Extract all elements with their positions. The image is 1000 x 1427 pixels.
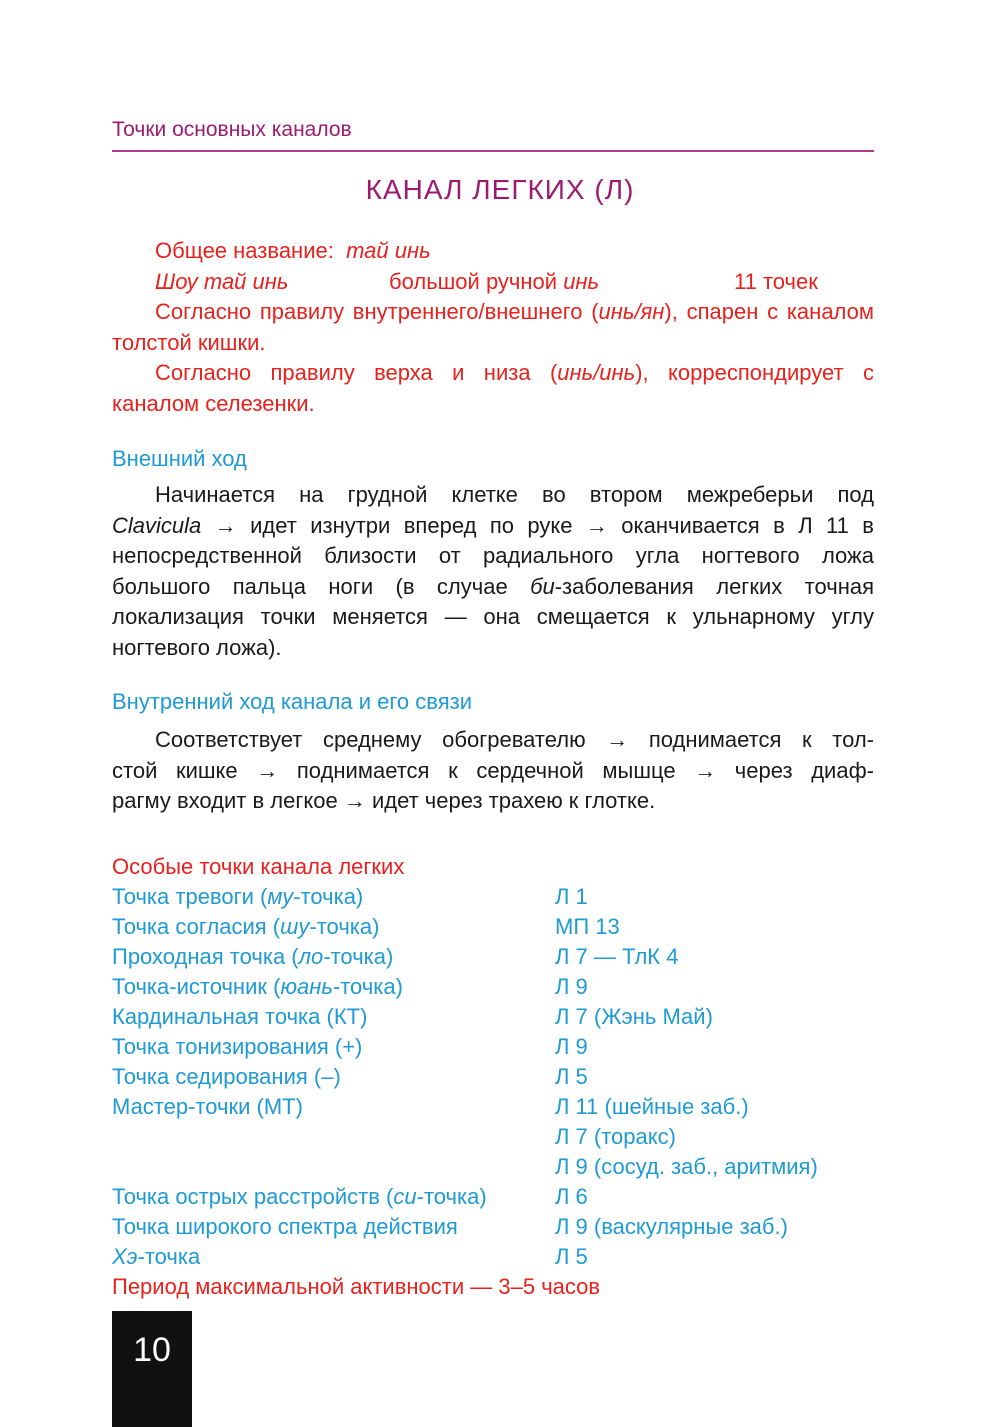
special-point-row [112, 882, 892, 912]
page-number: 10 [112, 1311, 192, 1427]
special-point-value: Л 9 (васкулярные заб.) [555, 1214, 788, 1239]
internal-course-text: Соответствует среднему обогревателю → поднимается к тол- стой кишке → поднимается к сердечной мышце → через диаф- рагму входит в легкое → идет через трахею к глотке. [112, 727, 874, 813]
max-activity-period: Период максимальной активности — 3–5 часов [112, 1274, 601, 1299]
special-point-name: Точка острых расстройств (си-точка) [112, 1184, 487, 1209]
special-point-value: Л 7 — ТлК 4 [555, 944, 679, 969]
special-point-name: Точка тонизирования (+) [112, 1034, 363, 1059]
special-point-row [112, 1242, 892, 1272]
special-point-row [112, 1092, 892, 1122]
special-point-row [112, 1032, 892, 1062]
common-name-value: тай инь [346, 238, 431, 263]
special-points-heading: Особые точки канала легких [112, 854, 405, 879]
special-point-name: Точка тревоги (му-точка) [112, 884, 364, 909]
general-info [112, 236, 874, 419]
special-point-value: Л 7 (торакс) [555, 1124, 676, 1149]
special-point-name: Точка широкого спектра действия [112, 1214, 458, 1239]
special-point-name: Хэ-точка [112, 1244, 201, 1269]
special-point-row [112, 1212, 892, 1242]
special-point-row [112, 1152, 892, 1182]
shou-line [112, 267, 874, 298]
special-point-value: Л 11 (шейные заб.) [555, 1094, 749, 1119]
special-point-row [112, 942, 892, 972]
special-point-row [112, 912, 892, 942]
special-point-value: Л 7 (Жэнь Май) [555, 1004, 713, 1029]
special-point-value: Л 9 [555, 1034, 588, 1059]
special-point-value: Л 5 [555, 1244, 588, 1269]
common-name-line [112, 236, 874, 267]
special-points [112, 852, 892, 1302]
special-point-value: Л 9 (сосуд. заб., аритмия) [555, 1154, 818, 1179]
internal-course-heading: Внутренний ход канала и его связи [112, 689, 472, 714]
special-point-row [112, 1002, 892, 1032]
special-points-list [112, 882, 892, 1272]
external-course-heading: Внешний ход [112, 446, 247, 471]
special-point-row [112, 1182, 892, 1212]
shou-description: большой ручной инь [389, 268, 600, 294]
running-header: Точки основных каналов [112, 116, 874, 152]
shou-name: Шоу тай инь [155, 268, 289, 294]
special-point-name: Мастер-точки (МТ) [112, 1094, 303, 1119]
special-point-row [112, 1122, 892, 1152]
special-point-name: Кардинальная точка (КТ) [112, 1004, 368, 1029]
special-point-value: Л 1 [555, 884, 588, 909]
points-count: 11 точек [734, 268, 818, 294]
special-point-value: Л 5 [555, 1064, 588, 1089]
special-point-row [112, 972, 892, 1002]
special-point-name: Точка согласия (шу-точка) [112, 914, 380, 939]
external-course-text: Начинается на грудной клетке во втором межреберьи под Clavicula → идет изнутри вперед по руке → оканчивается в Л 11 в непосредственной близости от радиального угла ногтевого ложа большого пальца ноги (в случае би-заболевания легких точная локализация точки меняется — она смещается к ульнарному углу ногтевого ложа). [112, 482, 874, 660]
special-point-name: Проходная точка (ло-точка) [112, 944, 394, 969]
special-point-value: Л 9 [555, 974, 588, 999]
special-point-name: Точка-источник (юань-точка) [112, 974, 403, 999]
pairing-rule: Согласно правилу внутреннего/внешнего (инь/ян), спарен с каналом толстой кишки. [112, 299, 874, 355]
correspondence-rule: Согласно правилу верха и низа (инь/инь), корреспондирует с каналом селезенки. [112, 360, 874, 416]
special-point-value: Л 6 [555, 1184, 588, 1209]
chapter-title: КАНАЛ ЛЕГКИХ (Л) [365, 174, 635, 205]
special-point-value: МП 13 [555, 914, 620, 939]
common-name-label: Общее название: [155, 238, 334, 263]
special-point-name: Точка седирования (–) [112, 1064, 341, 1089]
special-point-row [112, 1062, 892, 1092]
